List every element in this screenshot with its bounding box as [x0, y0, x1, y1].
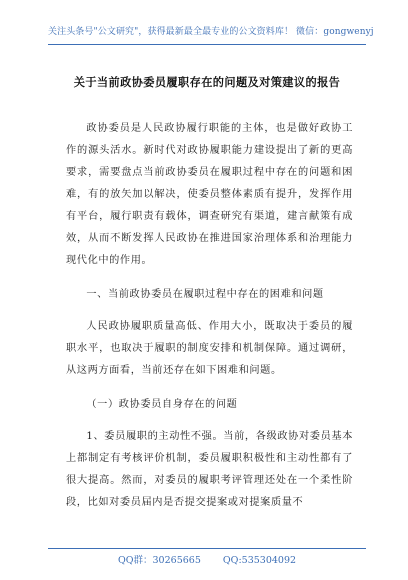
page-footer	[48, 552, 366, 566]
footer-qq: QQ:535304092	[222, 555, 297, 566]
document-title: 关于当前政协委员履职存在的问题及对策建议的报告	[73, 75, 341, 89]
subsection-heading-1: （一）政协委员自身存在的问题	[86, 399, 238, 410]
document-body	[66, 118, 353, 518]
footer-qq-group: QQ群：30265665	[117, 555, 201, 566]
header-divider	[48, 44, 366, 45]
page-header: 关注头条号"公文研究"，获得最新最全最专业的公文资料库！ 微信：gongwenyj	[48, 27, 374, 37]
section-heading-1: 一、当前政协委员在履职过程中存在的困难和问题	[86, 289, 324, 300]
footer-divider	[48, 548, 366, 549]
paragraph-intro: 政协委员是人民政协履行职能的主体，也是做好政协工作的源头活水。新时代对政协履职能力建设提出了新的更高要求，需要盘点当前政协委员在履职过程中存在的问题和困难，有的放矢加以解决，使委员整体素质有提升，发挥作用有平台，履行职责有载体，调查研究有渠道，建言献策有成效，从而不断发挥人民政协在推进国家治理体系和治理能力现代化中的作用。	[66, 123, 353, 266]
paragraph-subsection-1: 1、委员履职的主动性不强。当前，各级政协对委员基本上都制定有考核评价机制，委员履职积极性和主动性都有了很大提高。然而，对委员的履职考评管理还处在一个柔性阶段，比如对委员届内是否提交提案或对提案质量不	[66, 431, 353, 508]
paragraph-section-1: 人民政协履职质量高低、作用大小，既取决于委员的履职水平，也取决于履职的制度安排和机制保障。通过调研，从这两方面看，当前还存在如下困难和问题。	[66, 321, 353, 376]
